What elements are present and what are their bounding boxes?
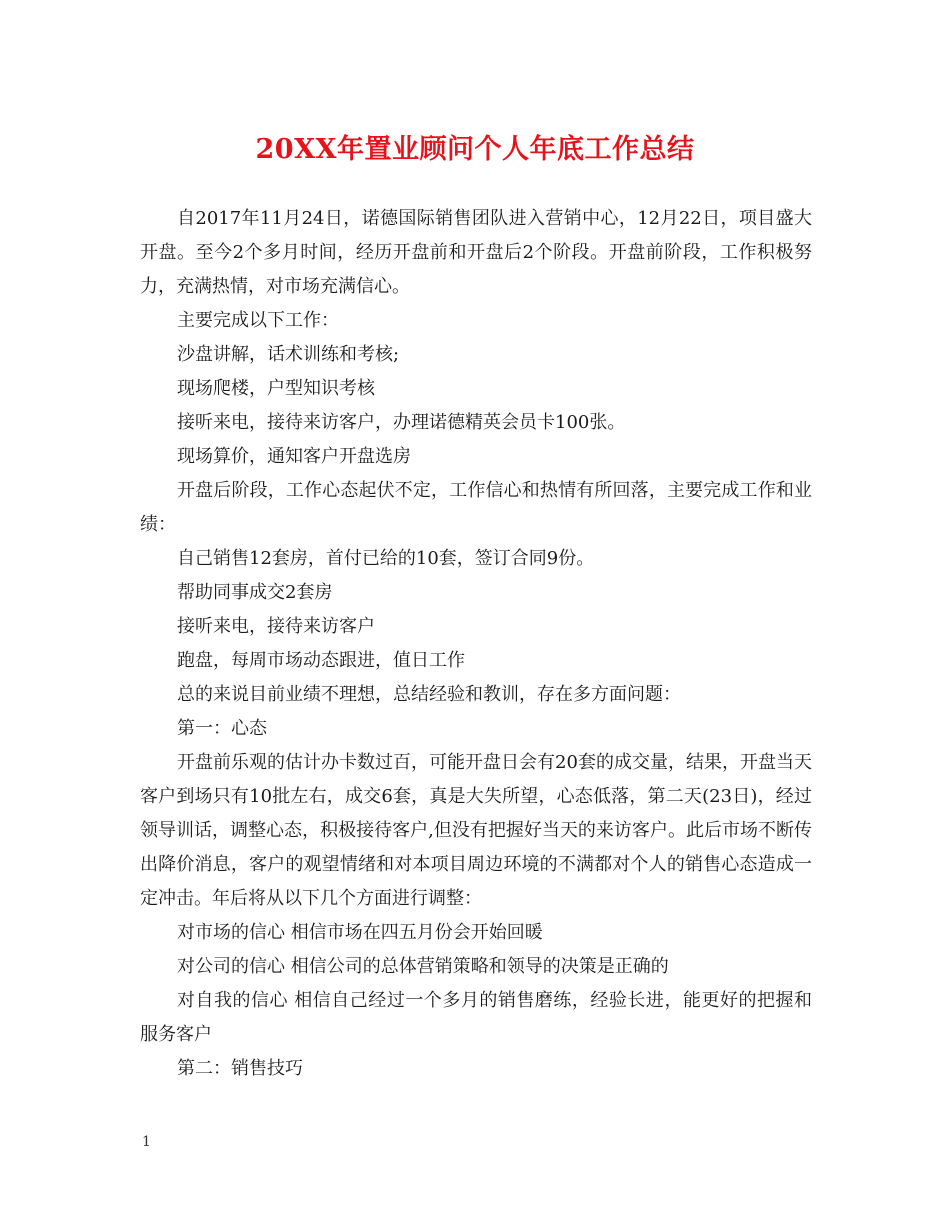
page-number: 1 xyxy=(142,1134,151,1150)
paragraph: 总的来说目前业绩不理想，总结经验和教训，存在多方面问题： xyxy=(177,684,681,705)
document-body xyxy=(140,202,812,1086)
paragraph: 沙盘讲解，话术训练和考核; xyxy=(177,344,400,365)
section-heading: 第二：销售技巧 xyxy=(177,1058,303,1079)
paragraph: 帮助同事成交2套房 xyxy=(177,582,333,603)
section-heading: 第一：心态 xyxy=(177,718,267,739)
paragraph: 现场算价，通知客户开盘选房 xyxy=(177,446,411,467)
paragraph: 接听来电，接待来访客户 xyxy=(177,616,375,637)
paragraph: 自己销售12套房，首付已给的10套，签订合同9份。 xyxy=(177,548,595,569)
document-title: 20XX年置业顾问个人年底工作总结 xyxy=(255,134,695,165)
paragraph: 主要完成以下工作： xyxy=(177,310,339,331)
paragraph: 开盘后阶段，工作心态起伏不定，工作信心和热情有所回落，主要完成工作和业绩： xyxy=(140,480,812,535)
paragraph: 对市场的信心 相信市场在四五月份会开始回暖 xyxy=(177,922,543,943)
paragraph: 自2017年11月24日，诺德国际销售团队进入营销中心，12月22日，项目盛大开盘。至今2个多月时间，经历开盘前和开盘后2个阶段。开盘前阶段，工作积极努力，充满热情，对市场充满信心。 xyxy=(140,208,812,297)
paragraph: 现场爬楼，户型知识考核 xyxy=(177,378,375,399)
paragraph: 接听来电，接待来访客户，办理诺德精英会员卡100张。 xyxy=(177,412,626,433)
paragraph: 跑盘，每周市场动态跟进，值日工作 xyxy=(177,650,465,671)
paragraph: 对自我的信心 相信自己经过一个多月的销售磨练，经验长进，能更好的把握和服务客户 xyxy=(140,990,812,1045)
paragraph: 对公司的信心 相信公司的总体营销策略和领导的决策是正确的 xyxy=(177,956,669,977)
paragraph: 开盘前乐观的估计办卡数过百，可能开盘日会有20套的成交量，结果，开盘当天客户到场只有10批左右，成交6套，真是大失所望，心态低落，第二天(23日)，经过领导训话，调整心态，积极接待客户,但没有把握好当天的来访客户。此后市场不断传出降价消息，客户的观望情绪和对本项目周边环境的不满都对个人的销售心态造成一定冲击。年后将从以下几个方面进行调整： xyxy=(140,752,812,909)
